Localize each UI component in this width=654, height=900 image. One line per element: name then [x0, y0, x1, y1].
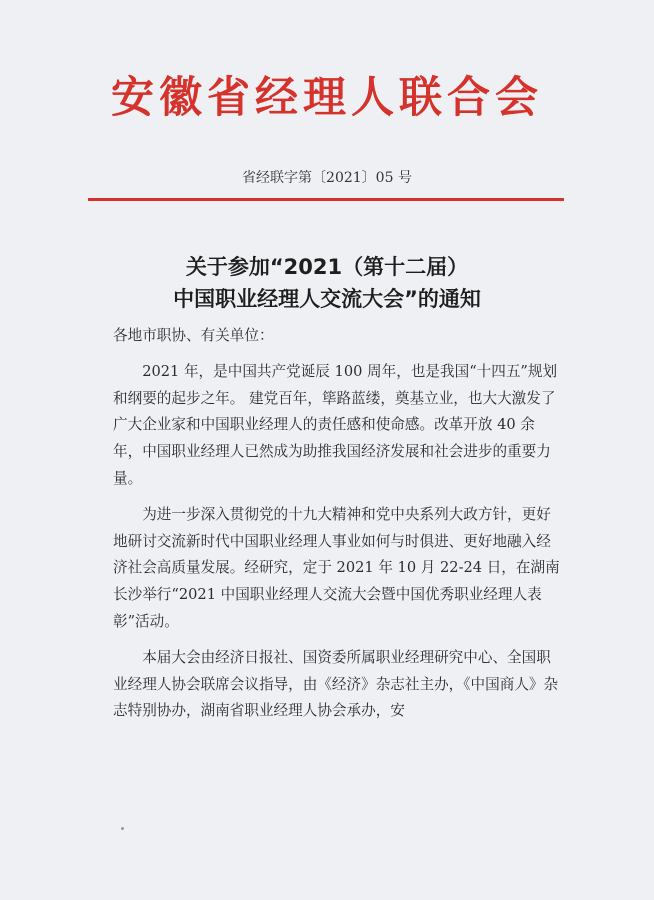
notice-title-line-1: 关于参加“2021（第十二届）: [185, 255, 469, 279]
notice-title-line-2: 中国职业经理人交流大会”的通知: [173, 287, 481, 311]
scan-speck: [121, 827, 124, 830]
salutation: 各地市职协、有关单位：: [113, 327, 274, 344]
document-number: 省经联字第〔2021〕05 号: [242, 170, 412, 186]
red-header-rule: [88, 198, 564, 201]
body-paragraph-1: 2021 年，是中国共产党诞辰 100 周年，也是我国“十四五”规划和纲要的起步之年。 建党百年，筚路蓝缕，奠基立业，也大大激发了广大企业家和中国职业经理人的责任感和使命感。改革开放 40 余年，中国职业经理人已然成为助推我国经济发展和社会进步的重要力量。: [113, 362, 558, 487]
organization-name: 安徽省经理人联合会: [111, 73, 543, 123]
body-paragraph-3: 本届大会由经济日报社、国资委所属职业经理研究中心、全国职业经理人协会联席会议指导，由《经济》杂志社主办，《中国商人》杂志特别协办，湖南省职业经理人协会承办，安: [113, 648, 559, 720]
notice-body: [113, 323, 563, 734]
body-paragraph-2: 为进一步深入贯彻党的十九大精神和党中央系列大政方针，更好地研讨交流新时代中国职业经理人事业如何与时俱进、更好地融入经济社会高质量发展。经研究，定于 2021 年 10 月 22-24 日，在湖南长沙举行“2021 中国职业经理人交流大会暨中国优秀职业经理人表彰”活动。: [113, 505, 560, 630]
